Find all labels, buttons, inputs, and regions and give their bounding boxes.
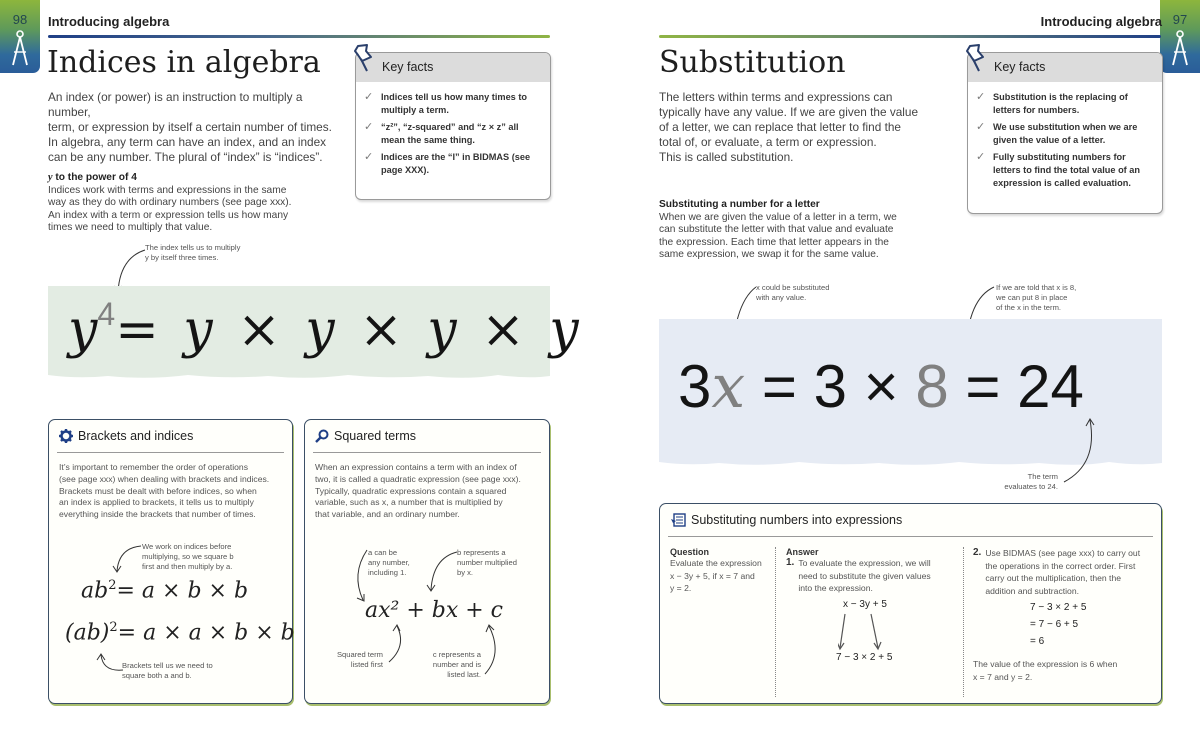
section-line: same expression, we swap it for the same value.: [659, 249, 879, 260]
annotation-index: The index tells us to multiply y by itself three times.: [145, 243, 241, 262]
page-number: 98: [12, 12, 28, 27]
section-heading: y to the power of 4: [48, 172, 137, 183]
panel-rule: [313, 452, 541, 453]
panel-title: Brackets and indices: [59, 429, 193, 443]
key-facts-list: [968, 82, 1162, 190]
key-fact-item: ✓ Substitution is the replacing of letters for numbers.: [976, 91, 1128, 115]
panel-title: Squared terms: [315, 429, 416, 443]
running-head: Introducing algebra: [1040, 14, 1162, 29]
check-icon: ✓: [364, 91, 374, 103]
annotation-8: If we are told that x is 8, we can put 8 in place of the x in the term.: [996, 283, 1077, 312]
expression-substituted: 7 − 3 × 2 + 5: [836, 652, 893, 663]
page-tab-left: [0, 0, 40, 73]
annotation-arrow: [1060, 418, 1100, 484]
annotation-arrow: [387, 624, 409, 664]
intro-paragraph: [659, 90, 949, 165]
section-line: Indices work with terms and expressions in the same: [48, 184, 287, 196]
intro-line: term, or expression by itself a certain number of times.: [48, 120, 332, 134]
answer-step-1: Answer 1. To evaluate the expression, we will need to substitute the given values into the expression.: [786, 547, 966, 595]
worked-example-icon: [670, 513, 686, 527]
check-icon: ✓: [976, 121, 986, 133]
annotation-squared-term: Squared term listed first: [336, 650, 383, 669]
intro-line: This is called substitution.: [659, 150, 794, 164]
key-fact-item: ✓ Indices tell us how many times to multiply a term.: [364, 91, 528, 115]
check-icon: ✓: [976, 91, 986, 103]
page-tab-right: [1160, 0, 1200, 73]
question-label: Question: [670, 547, 710, 557]
power-section: [48, 172, 298, 235]
bidmas-calculation: 7 − 3 × 2 + 5 = 7 − 6 + 5 = 6: [1030, 602, 1087, 647]
squared-terms-panel: [304, 419, 550, 704]
intro-line: of a letter, we can replace that letter to find the: [659, 120, 901, 134]
compass-icon: [10, 30, 30, 66]
intro-paragraph: [48, 90, 348, 165]
step-number: 2.: [973, 547, 982, 558]
column-divider: [963, 547, 964, 697]
substituted-value: 8: [915, 353, 949, 420]
intro-line: typically have any value. If we are given the value: [659, 105, 919, 119]
annotation-arrow: [425, 550, 459, 594]
gear-icon: [59, 429, 73, 443]
panel-body: When an expression contains a term with an index of two, it is called a quadratic expression (see page xxx). Typically, quadratic expressions contain a squared variable, such as x, a number that is multiplied by that variable, and an ordinary number.: [315, 462, 521, 520]
intro-line: can be any number. The plural of “index” is “indices”.: [48, 150, 323, 164]
key-facts-box: [967, 52, 1163, 214]
panel-body: It’s important to remember the order of operations (see page xxx) when dealing with brackets and indices. Brackets must be dealt with before indices, so when an index is applied to brackets, it tells us to multiply everything inside the brackets that number of times.: [59, 462, 270, 520]
step-number: 1.: [786, 557, 795, 568]
brackets-indices-panel: [48, 419, 293, 704]
header-rule: [48, 35, 550, 38]
key-fact-item: ✓ Fully substituting numbers for letters to find the total value of an expression is called evaluation.: [976, 151, 1141, 188]
equation-bracket-ab-squared: (ab)$^2$= a × a × b × b: [65, 620, 295, 646]
worked-example-panel: [659, 503, 1162, 704]
section-line: can substitute the letter with that value and evaluate: [659, 224, 894, 235]
annotation-brackets: Brackets tell us we need to square both a and b.: [122, 661, 213, 680]
panel-rule: [668, 536, 1153, 537]
key-fact-item: ✓ Indices are the “I” in BIDMAS (see page XXX).: [364, 151, 531, 175]
annotation-c: c represents a number and is listed last.: [432, 650, 481, 679]
annotation-b: b represents a number multiplied by x.: [457, 548, 517, 577]
page-title: Indices in algebra: [47, 45, 321, 80]
intro-line: An index (or power) is an instruction to multiply a number,: [48, 90, 303, 119]
compass-icon: [1170, 30, 1190, 66]
key-facts-box: [355, 52, 551, 200]
annotation-arrow: [107, 544, 143, 574]
annotation-24: The term evaluates to 24.: [1004, 472, 1058, 491]
check-icon: ✓: [364, 121, 374, 133]
section-line: An index with a term or expression tells us how many: [48, 209, 289, 221]
running-head: Introducing algebra: [48, 14, 170, 29]
quadratic-equation: ax² + bx + c: [365, 598, 503, 623]
question-text: Evaluate the expression x − 3y + 5, if x = 7 and y = 2.: [670, 558, 762, 593]
check-icon: ✓: [976, 151, 986, 163]
expression-original: x − 3y + 5: [843, 599, 887, 610]
key-facts-list: [356, 82, 550, 177]
panel-rule: [57, 452, 284, 453]
section-line: way as they do with ordinary numbers (see page xxx).: [48, 197, 292, 208]
header-rule: [659, 35, 1161, 38]
equation-ab-squared: $ab^2= a \times b \times b$: [81, 578, 249, 604]
intro-line: In algebra, any term can have an index, and an index: [48, 135, 327, 149]
key-facts-title: Key facts: [356, 53, 550, 82]
key-fact-item: ✓ “z²”, “z-squared” and “z × z” all mean the same thing.: [364, 121, 519, 145]
variable-x: x: [711, 352, 746, 422]
power-equation: $y^4= y \times y \times y \times y$: [68, 296, 583, 360]
question-column: [670, 547, 770, 595]
section-line: the expression. Each time that letter appears in the: [659, 236, 889, 248]
annotation-square-b: We work on indices before multiplying, so we square b first and then multiply by a.: [142, 542, 234, 571]
section-line: times we need to multiply that value.: [48, 222, 213, 233]
annotation-arrow: [349, 548, 371, 604]
substitution-section: [659, 199, 919, 262]
column-divider: [775, 547, 776, 697]
annotation-a: a can be any number, including 1.: [368, 548, 410, 577]
annotation-arrow: [483, 624, 503, 676]
answer-step-2: 2. Use BIDMAS (see page xxx) to carry out the operations in the correct order. First carry out the multiplication, then the addition and subtraction.: [973, 547, 1141, 596]
intro-line: The letters within terms and expressions can: [659, 90, 893, 104]
substitution-arrows: [838, 612, 888, 652]
section-line: When we are given the value of a letter in a term, we: [659, 211, 897, 223]
key-fact-item: ✓ We use substitution when we are given the value of a letter.: [976, 121, 1138, 145]
check-icon: ✓: [364, 151, 374, 163]
annotation-arrow: [95, 652, 125, 674]
magnifier-icon: [315, 429, 329, 443]
page-title: Substitution: [659, 45, 846, 80]
intro-line: total of, or evaluate, a term or expression.: [659, 135, 877, 149]
section-heading: Substituting a number for a letter: [659, 199, 820, 210]
panel-title: Substituting numbers into expressions: [670, 513, 902, 527]
pushpin-icon: [964, 43, 990, 75]
page-number: 97: [1172, 12, 1188, 27]
answer-label: Answer: [786, 547, 819, 557]
pushpin-icon: [352, 43, 378, 75]
exponent: 4: [97, 296, 116, 332]
substitution-equation: 3x = 3 × 8 = 24: [678, 352, 1084, 422]
annotation-x: x could be substituted with any value.: [756, 283, 830, 302]
key-facts-title: Key facts: [968, 53, 1162, 82]
conclusion: The value of the expression is 6 when x = 7 and y = 2.: [973, 659, 1118, 682]
